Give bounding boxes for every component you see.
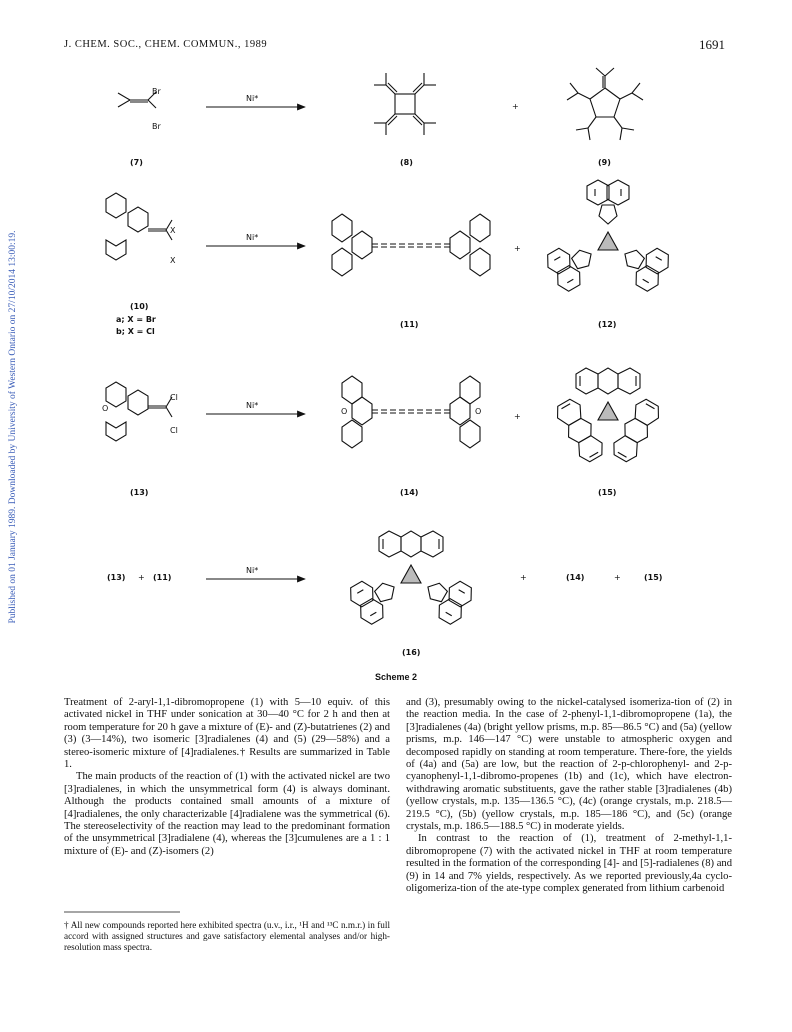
plus-sign-2: + bbox=[514, 244, 521, 253]
compound-11 bbox=[332, 214, 490, 276]
reagent-label-4: Ni* bbox=[246, 566, 259, 575]
plus-sign-1: + bbox=[512, 102, 519, 111]
compound-9 bbox=[567, 68, 643, 140]
oxygen-label-14b: O bbox=[475, 407, 482, 416]
plus-sign-4: + bbox=[138, 573, 145, 582]
compound-label-13: (13) bbox=[130, 488, 149, 497]
x-label-2: X bbox=[170, 256, 176, 265]
oxygen-label-14a: O bbox=[341, 407, 348, 416]
compound-label-8: (8) bbox=[400, 158, 413, 167]
scheme-caption: Scheme 2 bbox=[374, 672, 418, 682]
footnote: † All new compounds reported here exhibited spectra (u.v., i.r., ¹H and ¹³C n.m.r.) in full accord with assigned structures and gave satisfactory elemental analyses and/or high-resolution mass spectra. bbox=[64, 920, 390, 952]
left-paragraph-2: The main products of the reaction of (1) with the activated nickel are two [3]radialenes, in which the unsymmetrical form (4) is always dominant. Although the products contained small amounts of a mixture of [4]radialenes, the only characterizable [4]radialene was the symmetrical (6). The stereoselectivity of the reaction may lead to the predominant formation of the unsymmetrical [3]radialene (4), whereas the [3]cumulenes are a 1 : 1 mixture of (E)- and (Z)-isomers (2) bbox=[64, 771, 390, 857]
right-paragraph-1: and (3), presumably owing to the nickel-catalysed isomeriza-tion of (2) in the reaction media. In the case of 2-phenyl-1,1-dibromopropene (1a), the [3]radialenes (4a) (bright yellow prisms, m.p. 85—86.5 °C) and (5a) (yellow prisms, m.p. 146—147 °C) were unstable to atmospheric oxygen and decomposed rapidly on standing at room temperature. There-fore, the yields of (4a) and (5a) are low, but the reaction of 2-p-chlorophenyl- and 2-p-cyanophenyl-1,1-dibromo-propenes (1b) and (1c), which have electron-withdrawing aromatic substituents, gave the rather stable [3]radialenes (4b) (yellow crystals, m.p. 135—136.5 °C), (4c) (orange crystals, m.p. 218.5—219.5 °C), (5b) (yellow crystals, m.p. 185—186 °C), and (5c) (orange crystals, m.p. 186.5—188.5 °C) in moderate yields. bbox=[406, 697, 732, 833]
reactant-label-11: (11) bbox=[153, 573, 172, 582]
plus-sign-5: + bbox=[520, 573, 527, 582]
compound-label-15: (15) bbox=[598, 488, 617, 497]
compound-13 bbox=[106, 382, 172, 441]
compound-12 bbox=[542, 180, 673, 294]
product-label-15: (15) bbox=[644, 573, 663, 582]
compound-16 bbox=[345, 531, 476, 627]
compound-14 bbox=[342, 376, 480, 448]
substituent-a: a; X = Br bbox=[116, 315, 156, 324]
right-paragraph-2: In contrast to the reaction of (1), treatment of 2-methyl-1,1-dibromopropene (7) with the activated nickel in THF at room temperature resulted in the formation of the corresponding [4]- and [5]-radialenes (8) and (9) in 14 and 7% yields, respectively. As we reported previously,4a cyclo-oligomeriza-tion of the ate-type complex generated from lithium carbenoid bbox=[406, 833, 732, 895]
compound-label-7: (7) bbox=[130, 158, 143, 167]
download-watermark: Published on 01 January 1989. Downloaded by University of Western Ontario on 27/10/2014 13:00:19. bbox=[8, 230, 18, 624]
left-column bbox=[64, 697, 390, 858]
compound-label-16: (16) bbox=[402, 648, 421, 657]
compound-8 bbox=[374, 73, 436, 135]
reactant-label-13: (13) bbox=[107, 573, 126, 582]
x-label-1: X bbox=[170, 226, 176, 235]
reagent-label-1: Ni* bbox=[246, 94, 259, 103]
compound-7 bbox=[118, 92, 156, 108]
compound-label-9: (9) bbox=[598, 158, 611, 167]
compound-label-11: (11) bbox=[400, 320, 419, 329]
compound-15 bbox=[553, 368, 664, 465]
oxygen-label-13: O bbox=[102, 404, 109, 413]
substituent-b: b; X = Cl bbox=[116, 327, 155, 336]
product-label-14: (14) bbox=[566, 573, 585, 582]
compound-label-12: (12) bbox=[598, 320, 617, 329]
bromine-label-2: Br bbox=[152, 122, 161, 131]
chlorine-label-2: Cl bbox=[170, 426, 178, 435]
bromine-label-1: Br bbox=[152, 87, 161, 96]
reagent-label-2: Ni* bbox=[246, 233, 259, 242]
reagent-label-3: Ni* bbox=[246, 401, 259, 410]
chlorine-label-1: Cl bbox=[170, 393, 178, 402]
compound-label-14: (14) bbox=[400, 488, 419, 497]
right-column bbox=[406, 697, 732, 896]
compound-label-10: (10) bbox=[130, 302, 149, 311]
page-number: 1691 bbox=[699, 37, 725, 52]
plus-sign-3: + bbox=[514, 412, 521, 421]
left-paragraph-1: Treatment of 2-aryl-1,1-dibromopropene (1) with 5—10 equiv. of this activated nickel in THF under sonication at 30—40 °C for 2 h and then at room temperature for 20 h gave a mixture of (E)- and (Z)-butatrienes (2) and (3) (3—14%), two isomeric [3]radialenes (4) and (5) (29—58%) and a stereo-isomeric mixture of [4]radialenes.† Results are summarized in Table 1. bbox=[64, 697, 390, 771]
plus-sign-6: + bbox=[614, 573, 621, 582]
journal-header: J. CHEM. SOC., CHEM. COMMUN., 1989 bbox=[64, 39, 268, 50]
compound-10 bbox=[106, 193, 172, 260]
